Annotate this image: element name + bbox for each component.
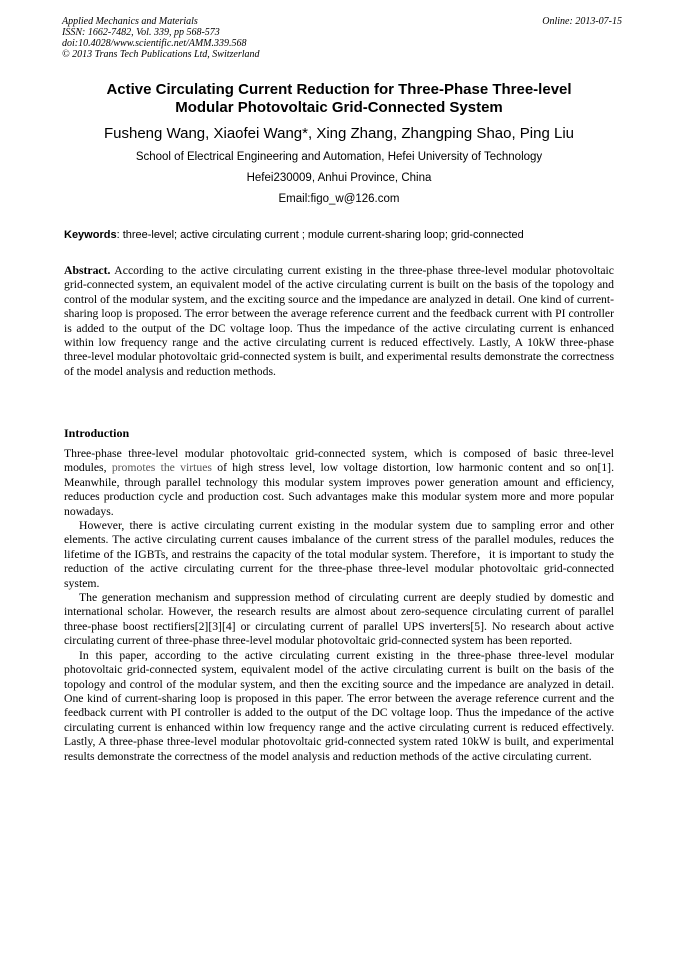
intro-paragraph-1 — [64, 447, 614, 519]
intro-p1-end: of high stress level, low voltage distortion, low harmonic content and so on[1]. Meanwhile, through parallel technology this modular system improves power generation amount and efficiency, reduces production cycle and production cost. Such advantages make this modular system more and more popular nowadays. — [64, 461, 614, 518]
online-date: Online: 2013-07-15 — [542, 16, 622, 27]
intro-p1-highlight: promotes the virtues — [111, 461, 212, 475]
keywords-label: Keywords — [64, 229, 117, 241]
abstract-label: Abstract. — [64, 264, 111, 277]
affiliation-email: Email:figo_w@126.com — [278, 193, 400, 205]
journal-issn: ISSN: 1662-7482, Vol. 339, pp 568-573 — [62, 27, 220, 38]
intro-paragraph-3: The generation mechanism and suppression method of circulating current are deeply studied by domestic and international scholar. However, the research results are almost about zero-sequence circulating current of parallel three-phase boost rectifiers[2][3][4] or circulating current of parallel UPS inverters[5]. No research about active circulating current of three-phase three-level modular photovoltaic grid-connected system has been reported. — [64, 591, 614, 648]
intro-paragraph-2: However, there is active circulating current existing in the modular system due to sampling error and other elements. The active circulating current causes imbalance of the current stress of the parallel modules, reduces the lifetime of the IGBTs, and restrains the capacity of the total modular system. Therefore，it is important to study the reduction of the active circulating current for the three-phase three-level modular photovoltaic grid-connected system. — [64, 519, 614, 590]
keywords-text: : three-level; active circulating current ; module current-sharing loop; grid-connected — [116, 229, 524, 241]
title-line-1: Active Circulating Current Reduction for Three-Phase Three-level — [106, 81, 572, 98]
journal-doi: doi:10.4028/www.scientific.net/AMM.339.568 — [62, 38, 247, 49]
intro-paragraph-4: In this paper, according to the active circulating current existing in the three-phase three-level modular photovoltaic grid-connected system, equivalent model of the active circulating current is built on the basis of the topology and control of the modular system, and then the exciting source and the impedance are analyzed in detail. One kind of current-sharing loop is proposed in this paper. The error between the average reference current and the feedback current with PI controller is added to the output of the DC voltage loop. Thus the impedance of the active circulating current is enhanced within low frequency range and the active circulating current is reduced effectively. Lastly, A three-phase three-level modular photovoltaic grid-connected system rated 10kW is built, and experimental results demonstrate the correctness of the model analysis and reduction methods of the active circulating current. — [64, 648, 614, 763]
affiliation-school: School of Electrical Engineering and Automation, Hefei University of Technology — [135, 151, 543, 163]
author-list: Fusheng Wang, Xiaofei Wang*, Xing Zhang, Zhangping Shao, Ping Liu — [103, 125, 575, 142]
intro-p1-start: Three-phase three-level modular photovoltaic grid-connected system, which is composed of basic three-level modules, — [64, 447, 614, 475]
journal-name: Applied Mechanics and Materials — [62, 16, 198, 27]
title-line-2: Modular Photovoltaic Grid-Connected System — [175, 99, 503, 116]
journal-header — [62, 16, 622, 60]
paper-title — [40, 81, 638, 117]
introduction-heading: Introduction — [64, 426, 130, 440]
keywords — [64, 228, 624, 242]
abstract — [64, 264, 614, 379]
introduction-body — [64, 447, 614, 764]
affiliation-address: Hefei230009, Anhui Province, China — [246, 172, 432, 184]
abstract-text: According to the active circulating current existing in the three-phase three-level modular photovoltaic grid-connected system, an equivalent model of the active circulating current is built on the basis of the topology and control of the modular system, and the exciting source and the impedance are analyzed in detail. One kind of current-sharing loop is proposed. The error between the average reference current and the feedback current with PI controller is added to the output of the DC voltage loop. Thus the impedance of the active circulating current is enhanced within low frequency range and the active circulating current is reduced effectively. Lastly, A 10kW three-phase three-level modular photovoltaic grid-connected system is built, and experimental results demonstrate the correctness of the model analysis and reduction methods. — [64, 264, 614, 378]
journal-copyright: © 2013 Trans Tech Publications Ltd, Switzerland — [62, 49, 260, 60]
